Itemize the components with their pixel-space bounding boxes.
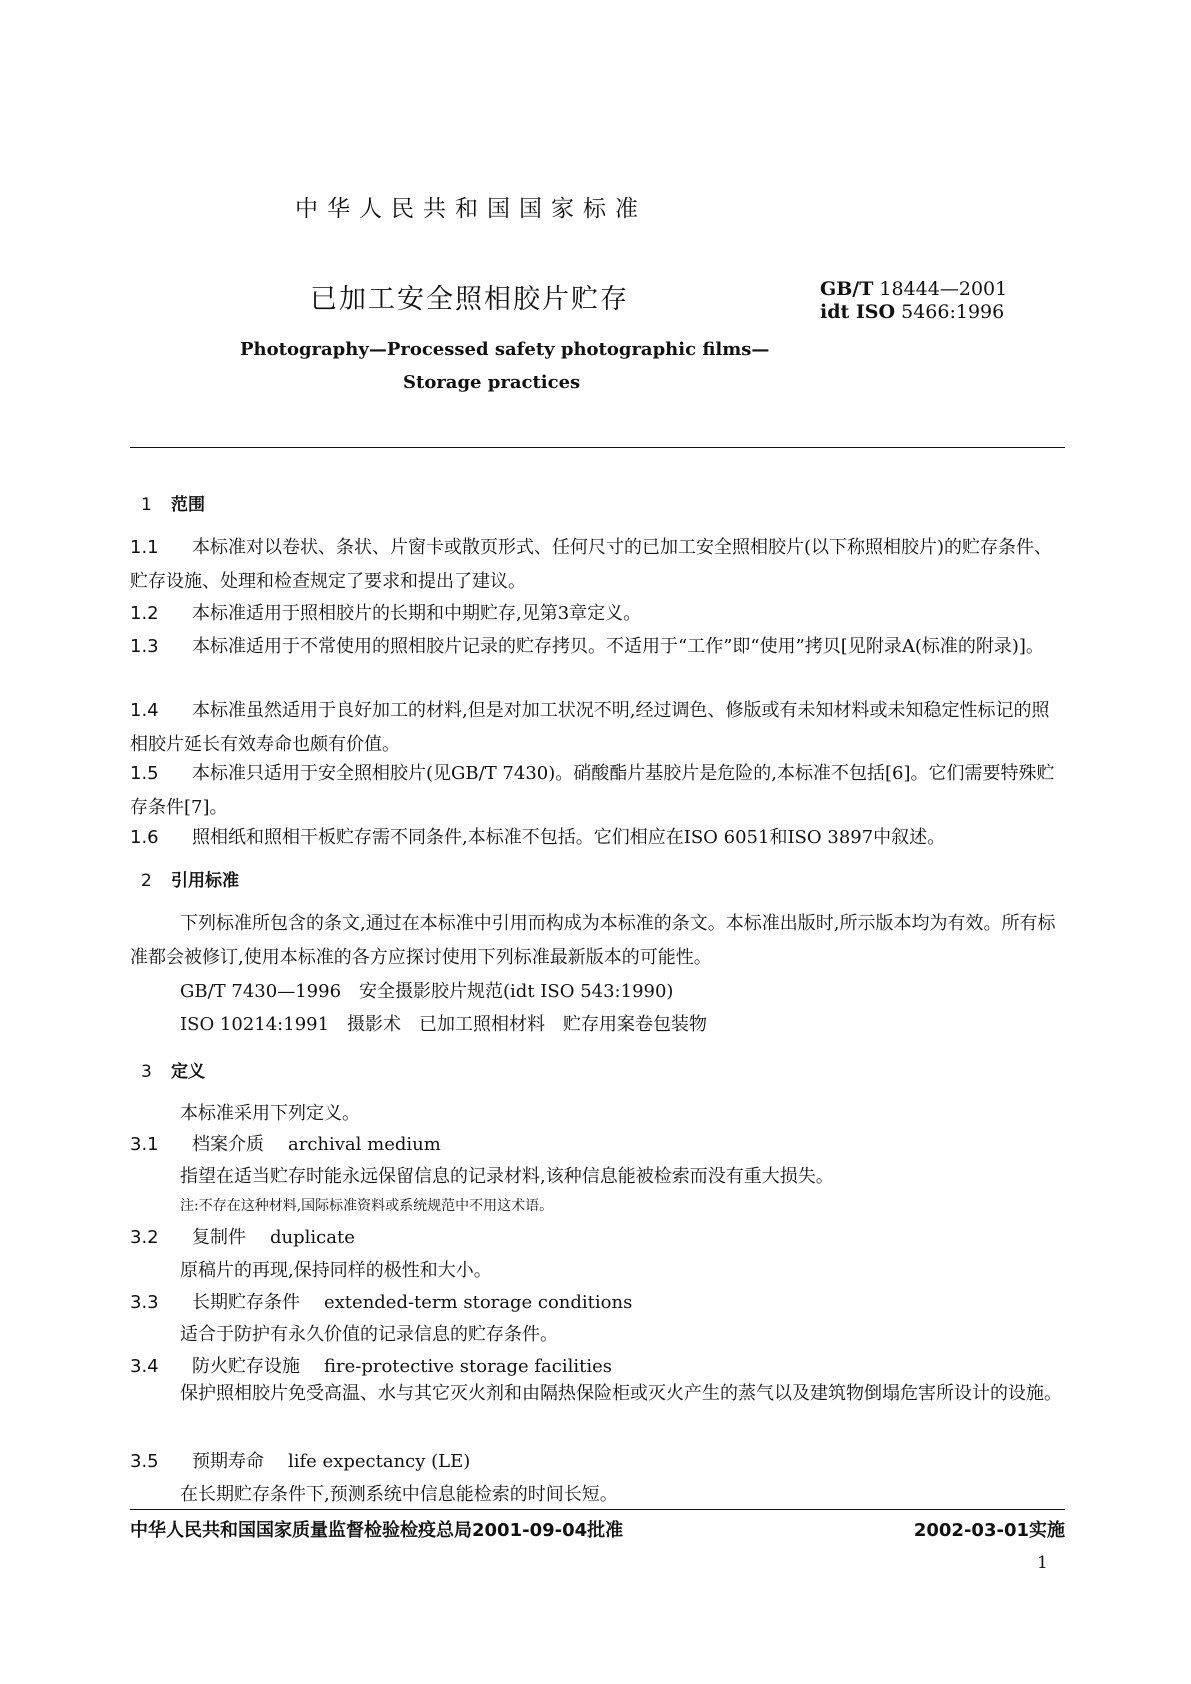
clause-text: 本标准适用于不常使用的照相胶片记录的贮存拷贝。不适用于“工作”即“使用”拷贝[见附录A(标准的附录)]。 bbox=[192, 636, 1044, 657]
clause-text: 本标准只适用于安全照相胶片(见GB/T 7430)。硝酸酯片基胶片是危险的,本标准不包括[6]。它们需要特殊贮存条件[7]。 bbox=[130, 763, 1055, 818]
clause-1-5 bbox=[130, 757, 1065, 825]
clause-number: 1.1 bbox=[130, 537, 159, 558]
section-title: 范围 bbox=[171, 495, 205, 515]
idt-prefix: idt ISO bbox=[820, 301, 896, 323]
clause-1-2 bbox=[130, 597, 1065, 631]
clause-number: 3.4 bbox=[130, 1356, 159, 1377]
reference-item: GB/T 7430—1996 安全摄影胶片规范(idt ISO 543:1990) bbox=[180, 981, 674, 1002]
definition-3-2 bbox=[130, 1223, 355, 1249]
section-3-heading bbox=[141, 1057, 205, 1082]
section-1-heading bbox=[141, 490, 205, 515]
document-title-en bbox=[240, 333, 769, 399]
section-number: 2 bbox=[141, 871, 152, 891]
clause-number: 1.4 bbox=[130, 700, 159, 721]
clause-number: 1.3 bbox=[130, 636, 159, 657]
term-en: fire-protective storage facilities bbox=[324, 1356, 612, 1377]
approval-line: 中华人民共和国国家质量监督检验检疫总局2001-09-04批准 bbox=[130, 1520, 624, 1541]
definition-text: 指望在适当贮存时能永远保留信息的记录材料,该种信息能被检索而没有重大损失。 bbox=[180, 1166, 834, 1187]
section-number: 1 bbox=[141, 495, 152, 515]
definition-text: 保护照相胶片免受高温、水与其它灭火剂和由隔热保险柜或灭火产生的蒸气以及建筑物倒塌危害所设计的设施。 bbox=[180, 1383, 1062, 1404]
clause-1-3 bbox=[130, 630, 1065, 664]
term-zh: 长期贮存条件 bbox=[192, 1292, 300, 1313]
term-en: extended-term storage conditions bbox=[324, 1292, 633, 1313]
clause-number: 1.5 bbox=[130, 763, 159, 784]
definition-note: 注:不存在这种材料,国际标准资料或系统规范中不用这术语。 bbox=[180, 1198, 554, 1214]
definition-text: 在长期贮存条件下,预测系统中信息能检索的时间长短。 bbox=[180, 1484, 618, 1505]
clause-1-6 bbox=[130, 821, 1065, 855]
definitions-intro: 本标准采用下列定义。 bbox=[180, 1103, 360, 1124]
section-number: 3 bbox=[141, 1062, 152, 1082]
clause-1-4 bbox=[130, 694, 1065, 762]
term-zh: 防火贮存设施 bbox=[192, 1356, 300, 1377]
clause-text: 本标准适用于照相胶片的长期和中期贮存,见第3章定义。 bbox=[192, 603, 642, 624]
definition-3-1 bbox=[130, 1130, 441, 1156]
title-en-line1: Photography—Processed safety photographic films— bbox=[240, 339, 770, 360]
page-number: 1 bbox=[1037, 1553, 1048, 1573]
header-divider bbox=[130, 447, 1065, 448]
definition-text: 适合于防护有永久价值的记录信息的贮存条件。 bbox=[180, 1324, 558, 1345]
idt-number: 5466:1996 bbox=[901, 301, 1005, 323]
national-standard-heading: 中华人民共和国国家标准 bbox=[295, 196, 647, 222]
effective-date: 2002-03-01实施 bbox=[913, 1520, 1065, 1541]
term-en: life expectancy (LE) bbox=[288, 1451, 471, 1472]
clause-number: 1.2 bbox=[130, 603, 159, 624]
term-zh: 复制件 bbox=[192, 1227, 246, 1248]
section-title: 定义 bbox=[171, 1062, 205, 1082]
clause-number: 3.2 bbox=[130, 1227, 159, 1248]
section-2-heading bbox=[141, 866, 239, 891]
footer-divider bbox=[130, 1509, 1065, 1510]
clause-number: 1.6 bbox=[130, 827, 159, 848]
term-en: archival medium bbox=[288, 1134, 441, 1155]
clause-text: 照相纸和照相干板贮存需不同条件,本标准不包括。它们相应在ISO 6051和ISO 3897中叙述。 bbox=[192, 827, 946, 848]
term-en: duplicate bbox=[270, 1227, 355, 1248]
definition-3-4 bbox=[130, 1352, 612, 1378]
std-prefix: GB/T bbox=[820, 278, 874, 300]
definition-3-5 bbox=[130, 1447, 470, 1473]
clause-text: 本标准虽然适用于良好加工的材料,但是对加工状况不明,经过调色、修版或有未知材料或未知稳定性标记的照相胶片延长有效寿命也颇有价值。 bbox=[130, 700, 1050, 755]
clause-number: 3.1 bbox=[130, 1134, 159, 1155]
definition-text: 原稿片的再现,保持同样的极性和大小。 bbox=[180, 1260, 492, 1281]
title-en-line2: Storage practices bbox=[403, 372, 581, 393]
section-title: 引用标准 bbox=[171, 871, 239, 891]
clause-text: 本标准对以卷状、条状、片窗卡或散页形式、任何尺寸的已加工安全照相胶片(以下称照相胶片)的贮存条件、贮存设施、处理和检查规定了要求和提出了建议。 bbox=[130, 537, 1053, 592]
definition-3-3 bbox=[130, 1288, 632, 1314]
clause-1-1 bbox=[130, 531, 1065, 599]
term-zh: 档案介质 bbox=[192, 1134, 264, 1155]
references-intro: 下列标准所包含的条文,通过在本标准中引用而构成为本标准的条文。本标准出版时,所示版本均为有效。所有标准都会被修订,使用本标准的各方应探讨使用下列标准最新版本的可能性。 bbox=[130, 913, 1056, 968]
term-zh: 预期寿命 bbox=[192, 1451, 264, 1472]
document-title-zh: 已加工安全照相胶片贮存 bbox=[310, 284, 629, 315]
std-number: 18444—2001 bbox=[879, 278, 1008, 300]
reference-item: ISO 10214:1991 摄影术 已加工照相材料 贮存用案卷包装物 bbox=[180, 1014, 708, 1035]
clause-number: 3.5 bbox=[130, 1451, 159, 1472]
clause-number: 3.3 bbox=[130, 1292, 159, 1313]
standard-number-block bbox=[820, 278, 1007, 324]
